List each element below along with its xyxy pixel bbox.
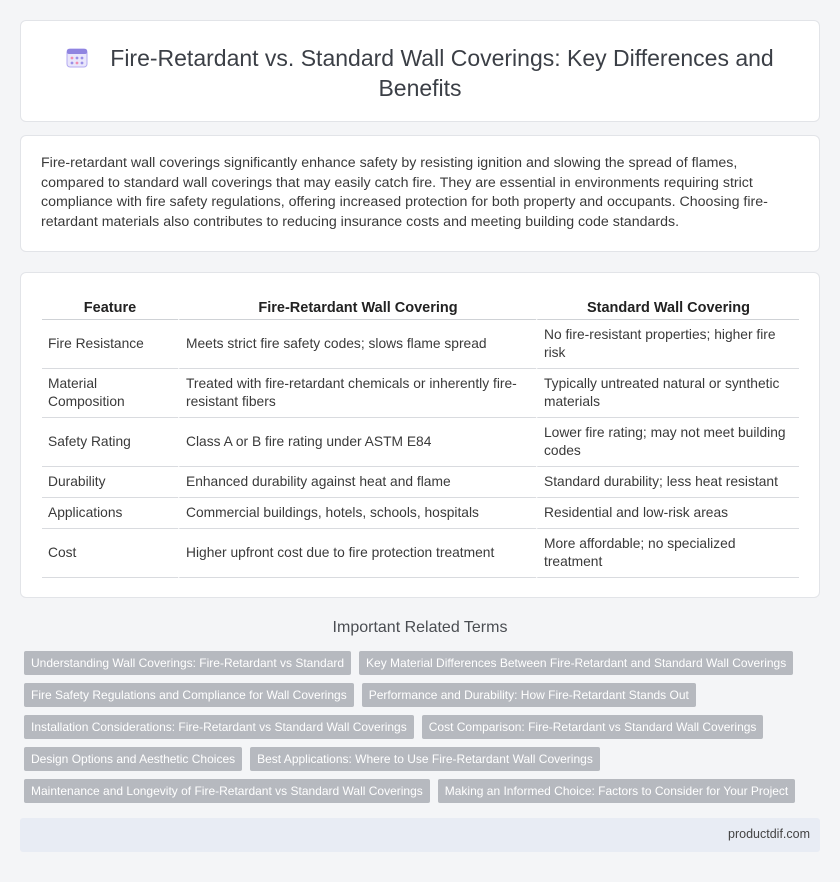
related-term-link[interactable]: Cost Comparison: Fire-Retardant vs Standard Wall Coverings (422, 715, 764, 739)
related-terms-list (24, 651, 804, 811)
table-row (42, 529, 799, 578)
related-term-link[interactable]: Maintenance and Longevity of Fire-Retardant vs Standard Wall Coverings (24, 779, 430, 803)
fire-retardant-cell: Treated with fire-retardant chemicals or inherently fire-resistant fibers (178, 369, 536, 418)
header-fire-retardant: Fire-Retardant Wall Covering (178, 295, 536, 320)
related-terms-heading: Important Related Terms (332, 619, 508, 636)
feature-cell: Safety Rating (42, 418, 178, 467)
intro-card (20, 135, 820, 252)
fire-retardant-cell: Higher upfront cost due to fire protection treatment (178, 529, 536, 578)
related-term-link[interactable]: Key Material Differences Between Fire-Retardant and Standard Wall Coverings (359, 651, 793, 675)
standard-cell: Typically untreated natural or synthetic materials (536, 369, 799, 418)
header-feature: Feature (42, 295, 178, 320)
table-row (42, 369, 799, 418)
standard-cell: Lower fire rating; may not meet building codes (536, 418, 799, 467)
fire-retardant-cell: Commercial buildings, hotels, schools, hospitals (178, 498, 536, 529)
feature-cell: Material Composition (42, 369, 178, 418)
related-term-link[interactable]: Best Applications: Where to Use Fire-Retardant Wall Coverings (250, 747, 600, 771)
header-standard: Standard Wall Covering (536, 295, 799, 320)
table-row (42, 498, 799, 529)
related-term-link[interactable]: Installation Considerations: Fire-Retardant vs Standard Wall Coverings (24, 715, 414, 739)
fire-retardant-cell: Meets strict fire safety codes; slows flame spread (178, 320, 536, 369)
standard-cell: Standard durability; less heat resistant (536, 467, 799, 498)
table-row (42, 467, 799, 498)
site-link[interactable]: productdif.com (728, 827, 810, 841)
title-line-1: Fire-Retardant vs. Standard Wall Coverings: Key Differences and (110, 45, 774, 71)
related-term-link[interactable]: Understanding Wall Coverings: Fire-Retardant vs Standard (24, 651, 351, 675)
standard-cell: Residential and low-risk areas (536, 498, 799, 529)
table-row (42, 418, 799, 467)
feature-cell: Applications (42, 498, 178, 529)
related-term-link[interactable]: Design Options and Aesthetic Choices (24, 747, 242, 771)
table-row (42, 320, 799, 369)
feature-cell: Cost (42, 529, 178, 578)
table-header-row (42, 295, 799, 320)
footer-bar (20, 818, 820, 852)
fire-retardant-cell: Enhanced durability against heat and flame (178, 467, 536, 498)
feature-cell: Fire Resistance (42, 320, 178, 369)
comparison-card (20, 272, 820, 598)
title-line-2: Benefits (378, 75, 462, 101)
table-grid-icon (66, 47, 88, 69)
intro-paragraph: Fire-retardant wall coverings significantly enhance safety by resisting ignition and slowing the spread of flames, compared to standard wall coverings that may easily catch fire. They are essential in environments requiring strict compliance with fire safety regulations, offering increased protection for both property and occupants. Choosing fire-retardant materials also contributes to reducing insurance costs and meeting building code standards. (41, 155, 768, 230)
page-title (51, 43, 789, 103)
related-term-link[interactable]: Fire Safety Regulations and Compliance for Wall Coverings (24, 683, 354, 707)
standard-cell: More affordable; no specialized treatment (536, 529, 799, 578)
fire-retardant-cell: Class A or B fire rating under ASTM E84 (178, 418, 536, 467)
related-term-link[interactable]: Performance and Durability: How Fire-Retardant Stands Out (362, 683, 696, 707)
standard-cell: No fire-resistant properties; higher fire risk (536, 320, 799, 369)
comparison-table (42, 295, 799, 578)
header-card (20, 20, 820, 122)
related-term-link[interactable]: Making an Informed Choice: Factors to Consider for Your Project (438, 779, 796, 803)
feature-cell: Durability (42, 467, 178, 498)
